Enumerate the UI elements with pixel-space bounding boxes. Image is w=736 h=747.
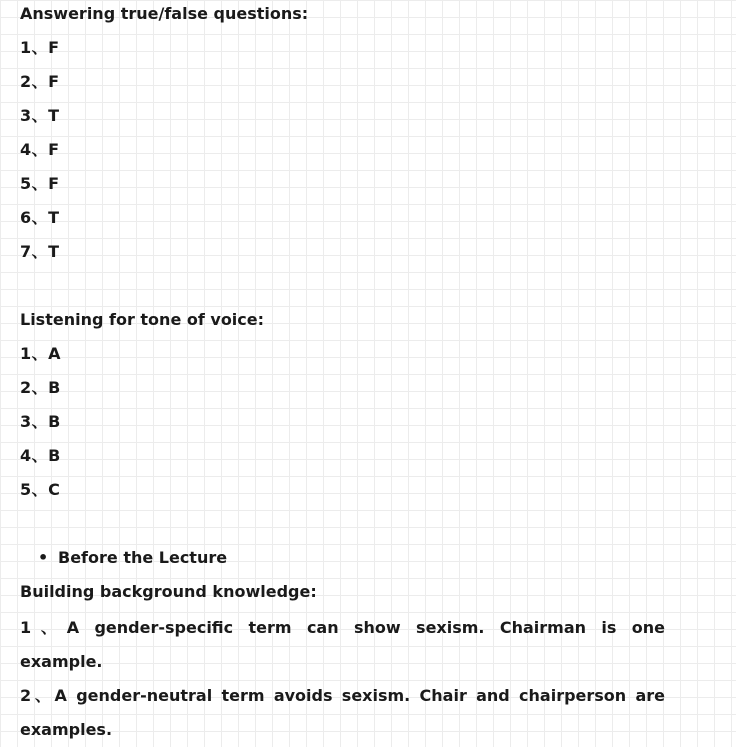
spacer bbox=[20, 271, 665, 305]
answer-item: 2、F bbox=[20, 72, 60, 91]
answer-item: 5、C bbox=[20, 480, 61, 499]
paragraph-line: 1、A gender-specific term can show sexism. Chairman is one bbox=[20, 618, 665, 637]
answer-item: 6、T bbox=[20, 208, 60, 227]
answer-item: 5、F bbox=[20, 174, 60, 193]
document-content bbox=[20, 0, 665, 747]
answer-item: 4、F bbox=[20, 140, 60, 159]
section-heading-tone-of-voice: Listening for tone of voice: bbox=[20, 310, 265, 329]
paragraph-line: 2、A gender-neutral term avoids sexism. Chair and chairperson are bbox=[20, 686, 665, 705]
spacer bbox=[20, 509, 665, 543]
bullet-text: Before the Lecture bbox=[58, 548, 228, 567]
numbered-paragraph bbox=[20, 679, 665, 747]
answer-item: 7、T bbox=[20, 242, 60, 261]
paragraph-line: example. bbox=[20, 652, 103, 671]
section-heading-background-knowledge: Building background knowledge: bbox=[20, 582, 317, 601]
paragraph-line: examples. bbox=[20, 720, 113, 739]
bullet-before-the-lecture bbox=[20, 543, 665, 577]
section-heading-true-false: Answering true/false questions: bbox=[20, 4, 309, 23]
answer-item: 2、B bbox=[20, 378, 61, 397]
answer-item: 1、F bbox=[20, 38, 60, 57]
answer-item: 1、A bbox=[20, 344, 62, 363]
numbered-paragraph bbox=[20, 611, 665, 679]
answer-item: 3、T bbox=[20, 106, 60, 125]
answer-item: 4、B bbox=[20, 446, 61, 465]
bullet-icon: • bbox=[38, 548, 49, 567]
answer-item: 3、B bbox=[20, 412, 61, 431]
